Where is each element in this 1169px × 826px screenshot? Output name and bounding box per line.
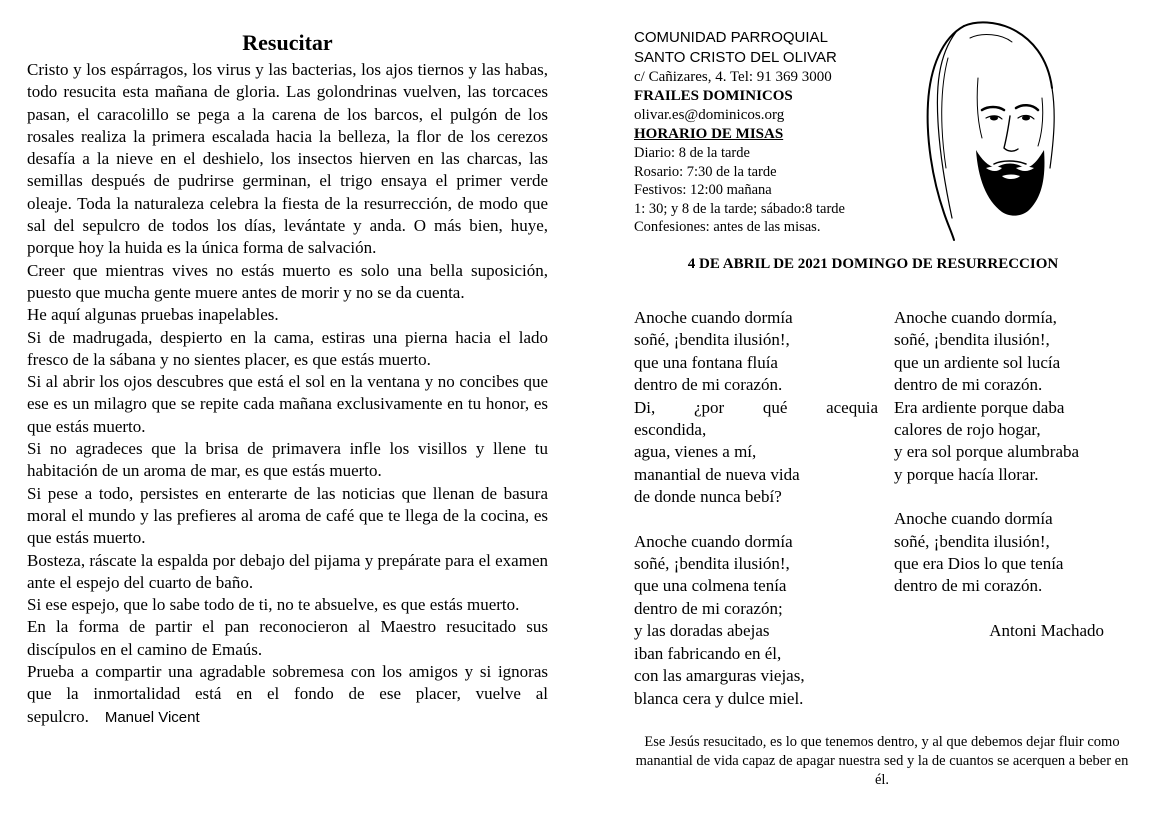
schedule-line: Diario: 8 de la tarde <box>634 145 750 161</box>
schedule-list <box>634 144 904 237</box>
poem-line: dentro de mi corazón; <box>634 598 783 618</box>
poem-line: iban fabricando en él, <box>634 643 782 663</box>
article <box>27 30 548 729</box>
poem-line: que una colmena tenía <box>634 576 787 596</box>
parish-email: olivar.es@dominicos.org <box>634 107 785 123</box>
parish-name-line1: COMUNIDAD PARROQUIAL <box>634 29 828 46</box>
parish-address: c/ Cañizares, 4. Tel: 91 369 3000 <box>634 69 832 85</box>
poem-stanza <box>634 307 878 509</box>
poem-line: Anoche cuando dormía <box>894 509 1053 529</box>
article-paragraph: Si al abrir los ojos descubres que está el sol en la ventana y no concibes que ese es un milagro que se repite cada mañana exclusivamente en tu honor, es que estás muerto. <box>27 372 548 436</box>
poem-line: soñé, ¡bendita ilusión!, <box>634 330 790 350</box>
poem-stanza <box>894 307 1124 486</box>
christ-portrait-image <box>912 18 1062 248</box>
article-paragraph: Bosteza, ráscate la espalda por debajo del pijama y prepárate para el examen ante el espejo del cuarto de baño. <box>27 550 548 592</box>
article-paragraph: Si pese a todo, persistes en enterarte de las noticias que llenan de basura moral el mundo y las prefieres al aroma de café que te llega de la cocina, es que estás muerto. <box>27 483 548 548</box>
poem-line: y era sol porque alumbraba <box>894 442 1080 462</box>
schedule-line: 1: 30; y 8 de la tarde; sábado:8 tarde <box>634 200 845 217</box>
poem-line: dentro de mi corazón. <box>634 375 783 395</box>
poem-line: agua, vienes a mí, <box>634 442 757 462</box>
article-paragraph: Si no agradeces que la brisa de primavera infle los visillos y llene tu habitación de un aroma de mar, es que estás muerto. <box>27 439 548 481</box>
poem-stanza <box>894 508 1124 598</box>
poem-stanza <box>634 531 878 710</box>
poem-line: con las amarguras viejas, <box>634 666 805 686</box>
poem-line: Anoche cuando dormía, <box>894 308 1057 327</box>
schedule-line: Rosario: 7:30 de la tarde <box>634 163 777 180</box>
date-heading: 4 DE ABRIL DE 2021 DOMINGO DE RESURRECCION <box>687 256 1059 272</box>
article-paragraph: Cristo y los espárragos, los virus y las bacterias, los ajos tiernos y las habas, todo resucita esta mañana de gloria. Las golondrinas vuelven, las torcaces pasan, el caracolillo se pega a la carena de los barcos, el pulgón de los rosales realiza la primera escalada hacia la belleza, la flor de los cerezos desafía a la nieve en el deshielo, los insectos hierven en las charcas, las semillas después de pudrirse germinan, el trigo ensaya el primer verde oleaje. Toda la naturaleza celebra la fiesta de la resurrección, de modo que sal del sepulcro de todos los días, levántate y anda. O más bien, huye, porque hoy la huida es la única forma de salvación. <box>27 60 548 258</box>
article-paragraph: Si ese espejo, que lo sabe todo de ti, no te absuelve, es que estás muerto. <box>27 595 520 615</box>
poem-line: soñé, ¡bendita ilusión!, <box>634 554 790 574</box>
article-last-paragraph <box>27 661 548 729</box>
poem-line: y porque hacía llorar. <box>894 464 1039 484</box>
article-author: Manuel Vicent <box>104 708 200 726</box>
poem-column-2-stanzas <box>894 307 1124 598</box>
parish-order: FRAILES DOMINICOS <box>634 88 793 104</box>
article-body <box>27 59 548 661</box>
poem-line: soñé, ¡bendita ilusión!, <box>894 330 1050 350</box>
poem-line: de donde nunca bebí? <box>634 487 782 507</box>
poem-line: escondida, <box>634 420 707 440</box>
article-last-paragraph-text: Prueba a compartir una agradable sobremesa con los amigos y si ignoras que la inmortalidad está en el fondo de ese placer, vuelve al sepulcro. <box>27 662 548 726</box>
article-paragraph: Creer que mientras vives no estás muerto es solo una bella suposición, puesto que mucha gente muere antes de morir y no se da cuenta. <box>27 260 548 302</box>
article-paragraph: Si de madrugada, despierto en la cama, estiras una pierna hacia el lado fresco de la sábana y no sientes placer, es que estás muerto. <box>27 327 548 369</box>
poem-line: y las doradas abejas <box>634 621 770 641</box>
schedule-line: Confesiones: antes de las misas. <box>634 219 821 236</box>
poem-line: Di, ¿por qué acequia <box>634 397 878 417</box>
parish-header <box>634 28 904 237</box>
poem-line: dentro de mi corazón. <box>894 375 1043 395</box>
schedule-line: Festivos: 12:00 mañana <box>634 182 772 199</box>
poem-line: que una fontana fluía <box>634 352 778 372</box>
article-paragraph: En la forma de partir el pan reconocieron al Maestro resucitado sus discípulos en el camino de Emaús. <box>27 617 548 659</box>
poem-line: blanca cera y dulce miel. <box>634 688 804 708</box>
poem-line: calores de rojo hogar, <box>894 420 1041 440</box>
poem-line: dentro de mi corazón. <box>894 576 1043 596</box>
parish-name-line2: SANTO CRISTO DEL OLIVAR <box>634 49 837 66</box>
poem-line: Anoche cuando dormía <box>634 531 793 551</box>
poem-line: manantial de nueva vida <box>634 464 800 484</box>
closing-reflection: Ese Jesús resucitado, es lo que tenemos dentro, y al que debemos dejar fluir como manantial de vida capaz de apagar nuestra sed y la de cuantos se acerquen a beber en él. <box>635 734 1129 788</box>
poem-line: Era ardiente porque daba <box>894 397 1065 417</box>
poem-line: que un ardiente sol lucía <box>894 352 1061 372</box>
poem-line: que era Dios lo que tenía <box>894 554 1064 574</box>
article-paragraph: He aquí algunas pruebas inapelables. <box>27 305 279 325</box>
poem-column-1 <box>634 307 878 732</box>
schedule-title: HORARIO DE MISAS <box>634 126 784 142</box>
article-title: Resucitar <box>242 30 333 55</box>
poem-column-2 <box>894 307 1124 642</box>
poem-author: Antoni Machado <box>989 620 1104 640</box>
poem-line: soñé, ¡bendita ilusión!, <box>894 531 1050 551</box>
poem-line: Anoche cuando dormía <box>634 308 793 327</box>
